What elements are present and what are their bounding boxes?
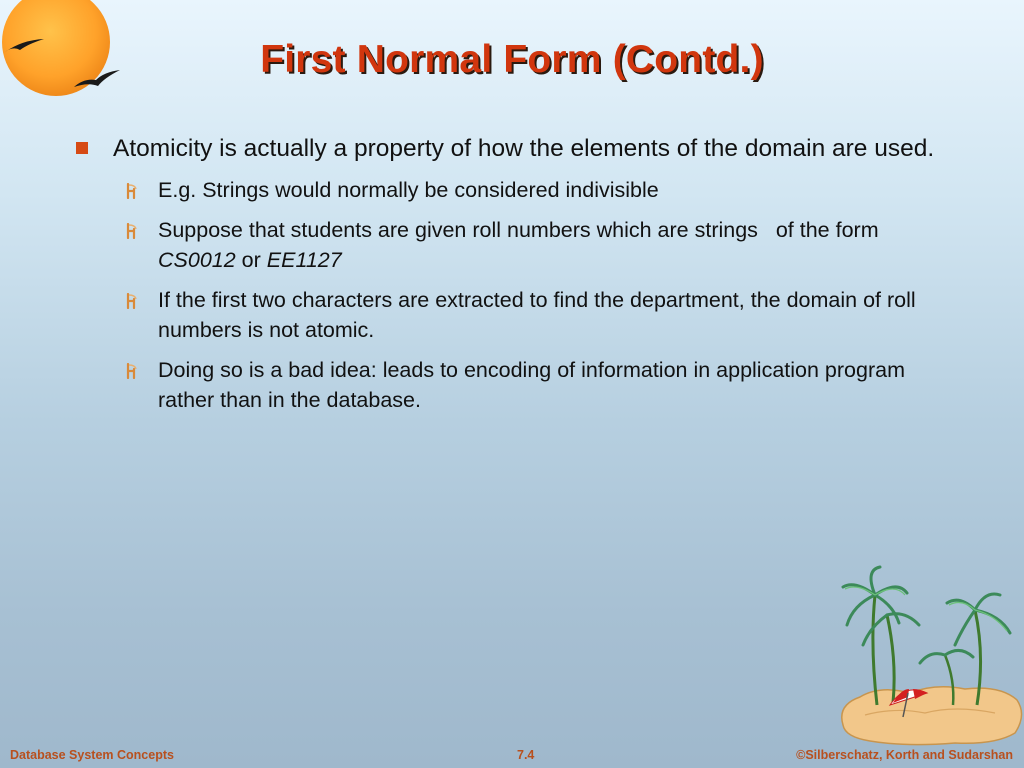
footer-course-title: Database System Concepts <box>10 748 174 762</box>
h-bullet-icon <box>125 293 139 309</box>
sub-bullet-text: Doing so is a bad idea: leads to encoding of information in application program rather than in the database. <box>158 357 905 412</box>
sub-bullet-text: E.g. Strings would normally be considered indivisible <box>158 178 659 202</box>
palm-island-icon <box>835 565 1024 750</box>
roll-number-example: EE1127 <box>266 248 342 272</box>
h-bullet-icon <box>125 223 139 239</box>
bullet-text: Atomicity is actually a property of how the elements of the domain are used. <box>113 135 935 162</box>
sub-bullet-item <box>125 175 954 206</box>
h-bullet-icon <box>125 363 139 379</box>
slide-body <box>74 132 954 416</box>
square-bullet-icon <box>76 142 88 154</box>
sub-bullet-text: If the first two characters are extracted to find the department, the domain of roll numbers is not atomic. <box>158 287 916 342</box>
footer-copyright: ©Silberschatz, Korth and Sudarshan <box>796 748 1013 762</box>
sub-bullet-text: Suppose that students are given roll numbers which are strings of the form <box>158 217 885 242</box>
slide-title: First Normal Form (Contd.) <box>260 38 764 81</box>
roll-number-example: CS0012 <box>158 248 236 272</box>
bullet-item <box>74 132 954 166</box>
sub-bullet-item <box>125 355 954 416</box>
footer-page-number: 7.4 <box>517 748 535 762</box>
sub-bullet-text: or <box>235 248 267 272</box>
sub-bullet-item <box>125 215 954 276</box>
h-bullet-icon <box>125 183 139 199</box>
sub-bullet-item <box>125 285 954 346</box>
